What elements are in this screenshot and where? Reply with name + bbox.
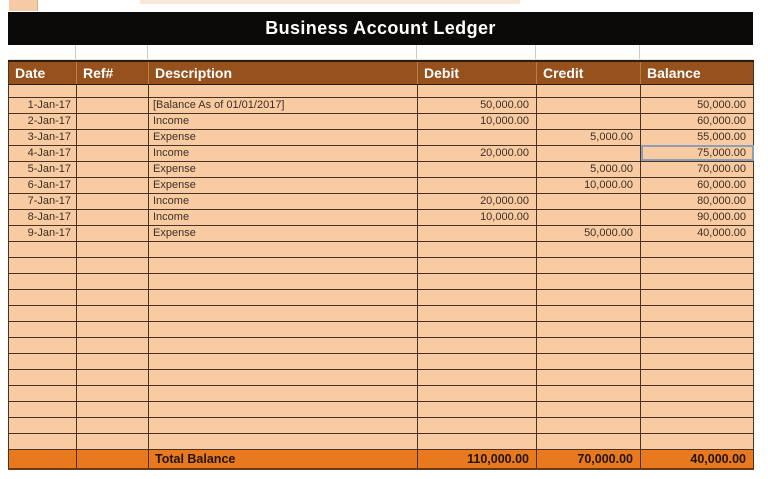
cell-empty[interactable] <box>77 433 149 449</box>
cell-date[interactable]: 3-Jan-17 <box>9 129 77 145</box>
cell-description[interactable]: Income <box>149 209 418 225</box>
empty-rows <box>9 241 754 449</box>
total-label[interactable]: Total Balance <box>149 449 418 469</box>
cell-description[interactable]: Expense <box>149 129 418 145</box>
ledger-table <box>8 60 754 470</box>
cell-empty[interactable] <box>77 289 149 305</box>
cell-ref[interactable] <box>77 209 149 225</box>
column-header-debit[interactable]: Debit <box>418 61 537 84</box>
empty-ledger-row <box>9 321 754 337</box>
cell-empty[interactable] <box>418 433 537 449</box>
cell-description[interactable]: [Balance As of 01/01/2017] <box>149 97 418 113</box>
cell-empty[interactable] <box>537 305 641 321</box>
cell-empty[interactable] <box>418 353 537 369</box>
cell-empty[interactable] <box>9 401 77 417</box>
cell-empty[interactable] <box>77 337 149 353</box>
column-header-ref[interactable]: Ref# <box>77 61 149 84</box>
cell-debit[interactable]: 20,000.00 <box>418 145 537 161</box>
ledger-row <box>9 97 754 113</box>
cell-empty[interactable] <box>641 401 754 417</box>
empty-ledger-row <box>9 417 754 433</box>
cell-empty[interactable] <box>537 417 641 433</box>
cell-ref[interactable] <box>77 177 149 193</box>
cell-date[interactable]: 6-Jan-17 <box>9 177 77 193</box>
ledger-row <box>9 129 754 145</box>
cell-empty[interactable] <box>537 241 641 257</box>
cell-empty[interactable] <box>149 84 418 97</box>
cell-empty[interactable] <box>9 369 77 385</box>
cell-description[interactable]: Income <box>149 113 418 129</box>
cell-credit[interactable] <box>537 193 641 209</box>
empty-ledger-row <box>9 401 754 417</box>
cell-empty[interactable] <box>641 273 754 289</box>
cell-empty[interactable] <box>641 337 754 353</box>
cell-empty[interactable] <box>77 417 149 433</box>
cell-empty[interactable] <box>537 273 641 289</box>
ledger-sheet <box>8 12 753 470</box>
column-header-balance[interactable]: Balance <box>641 61 754 84</box>
cell-date[interactable]: 5-Jan-17 <box>9 161 77 177</box>
ledger-row <box>9 209 754 225</box>
cell-description[interactable]: Expense <box>149 225 418 241</box>
cell-empty[interactable] <box>149 353 418 369</box>
cell-balance[interactable]: 50,000.00 <box>641 97 754 113</box>
cell-balance[interactable]: 60,000.00 <box>641 177 754 193</box>
cell-empty[interactable] <box>641 353 754 369</box>
empty-ledger-row <box>9 257 754 273</box>
cell-debit[interactable]: 10,000.00 <box>418 209 537 225</box>
total-debit[interactable]: 110,000.00 <box>418 449 537 469</box>
empty-ledger-row <box>9 337 754 353</box>
cell-empty[interactable] <box>641 305 754 321</box>
cell-ref[interactable] <box>77 193 149 209</box>
cell-debit[interactable] <box>418 129 537 145</box>
cell-empty[interactable] <box>418 84 537 97</box>
header-row <box>9 61 754 84</box>
cell-credit[interactable] <box>537 209 641 225</box>
cell-empty[interactable] <box>9 321 77 337</box>
cell-balance[interactable]: 80,000.00 <box>641 193 754 209</box>
column-header-credit[interactable]: Credit <box>537 61 641 84</box>
title-bar <box>8 12 753 45</box>
cell-empty[interactable] <box>537 321 641 337</box>
cell-empty[interactable] <box>9 449 77 469</box>
total-row <box>9 449 754 469</box>
ledger-row <box>9 161 754 177</box>
cell-balance[interactable]: 90,000.00 <box>641 209 754 225</box>
cell-ref[interactable] <box>77 129 149 145</box>
cell-empty[interactable] <box>77 385 149 401</box>
cell-empty[interactable] <box>77 273 149 289</box>
cell-debit[interactable]: 20,000.00 <box>418 193 537 209</box>
cell-empty[interactable] <box>418 321 537 337</box>
cell-empty[interactable] <box>9 241 77 257</box>
cell-empty[interactable] <box>149 369 418 385</box>
cell-balance[interactable]: 40,000.00 <box>641 225 754 241</box>
cell-empty[interactable] <box>9 337 77 353</box>
ledger-row <box>9 145 754 161</box>
cell-balance[interactable]: 75,000.00 <box>641 145 754 161</box>
ledger-body <box>9 84 754 241</box>
cell-debit[interactable] <box>418 177 537 193</box>
cell-empty[interactable] <box>418 401 537 417</box>
cell-ref[interactable] <box>77 97 149 113</box>
cell-empty[interactable] <box>641 241 754 257</box>
cell-empty[interactable] <box>149 337 418 353</box>
cell-empty[interactable] <box>149 385 418 401</box>
cell-empty[interactable] <box>418 241 537 257</box>
cell-empty[interactable] <box>641 369 754 385</box>
cell-debit[interactable]: 10,000.00 <box>418 113 537 129</box>
cell-empty[interactable] <box>537 84 641 97</box>
cell-empty[interactable] <box>149 289 418 305</box>
cell-ref[interactable] <box>77 161 149 177</box>
cutoff-row-remnant <box>0 0 768 12</box>
cell-empty[interactable] <box>537 289 641 305</box>
cell-date[interactable]: 1-Jan-17 <box>9 97 77 113</box>
cell-empty[interactable] <box>9 273 77 289</box>
cutoff-cell-sliver <box>9 0 38 11</box>
empty-ledger-row <box>9 385 754 401</box>
empty-ledger-row <box>9 273 754 289</box>
cell-empty[interactable] <box>418 369 537 385</box>
cell-empty[interactable] <box>9 385 77 401</box>
cell-ref[interactable] <box>77 225 149 241</box>
cell-empty[interactable] <box>149 321 418 337</box>
cell-empty[interactable] <box>77 353 149 369</box>
cell-description[interactable]: Expense <box>149 177 418 193</box>
cell-empty[interactable] <box>537 433 641 449</box>
cell-empty[interactable] <box>418 273 537 289</box>
cell-empty[interactable] <box>641 257 754 273</box>
cell-debit[interactable]: 50,000.00 <box>418 97 537 113</box>
cell-description[interactable]: Income <box>149 193 418 209</box>
cell-empty[interactable] <box>149 305 418 321</box>
sheet-title: Business Account Ledger <box>265 18 496 38</box>
empty-ledger-row <box>9 305 754 321</box>
cell-credit[interactable]: 5,000.00 <box>537 161 641 177</box>
total-balance[interactable]: 40,000.00 <box>641 449 754 469</box>
cell-ref[interactable] <box>77 113 149 129</box>
empty-ledger-row <box>9 241 754 257</box>
cell-empty[interactable] <box>149 417 418 433</box>
cell-empty[interactable] <box>149 241 418 257</box>
cell-balance[interactable]: 60,000.00 <box>641 113 754 129</box>
ledger-row <box>9 225 754 241</box>
total-credit[interactable]: 70,000.00 <box>537 449 641 469</box>
cell-date[interactable]: 4-Jan-17 <box>9 145 77 161</box>
cell-empty[interactable] <box>9 417 77 433</box>
cell-empty[interactable] <box>149 273 418 289</box>
cell-empty[interactable] <box>77 449 149 469</box>
cell-empty[interactable] <box>641 417 754 433</box>
cell-date[interactable]: 2-Jan-17 <box>9 113 77 129</box>
cell-empty[interactable] <box>9 84 77 97</box>
cell-empty[interactable] <box>418 417 537 433</box>
cell-empty[interactable] <box>537 337 641 353</box>
cell-date[interactable]: 8-Jan-17 <box>9 209 77 225</box>
cell-empty[interactable] <box>9 257 77 273</box>
empty-ledger-row <box>9 289 754 305</box>
cell-empty[interactable] <box>537 353 641 369</box>
cell-empty[interactable] <box>641 84 754 97</box>
cell-debit[interactable] <box>418 225 537 241</box>
column-header-date[interactable]: Date <box>9 61 77 84</box>
cell-debit[interactable] <box>418 161 537 177</box>
cell-credit[interactable] <box>537 145 641 161</box>
cell-credit[interactable] <box>537 97 641 113</box>
cutoff-cell-sliver <box>140 0 520 4</box>
cell-empty[interactable] <box>149 401 418 417</box>
cell-date[interactable]: 7-Jan-17 <box>9 193 77 209</box>
cell-date[interactable]: 9-Jan-17 <box>9 225 77 241</box>
spacer-row <box>9 84 754 97</box>
cell-balance[interactable]: 70,000.00 <box>641 161 754 177</box>
cell-empty[interactable] <box>641 433 754 449</box>
ledger-row <box>9 113 754 129</box>
spacer-band <box>8 45 753 60</box>
empty-ledger-row <box>9 369 754 385</box>
cell-empty[interactable] <box>77 241 149 257</box>
cell-credit[interactable]: 50,000.00 <box>537 225 641 241</box>
cell-empty[interactable] <box>418 257 537 273</box>
cell-credit[interactable]: 5,000.00 <box>537 129 641 145</box>
cell-empty[interactable] <box>641 289 754 305</box>
cell-empty[interactable] <box>77 321 149 337</box>
cell-empty[interactable] <box>9 305 77 321</box>
cell-description[interactable]: Expense <box>149 161 418 177</box>
cell-empty[interactable] <box>77 257 149 273</box>
cell-empty[interactable] <box>418 305 537 321</box>
cell-credit[interactable] <box>537 113 641 129</box>
ledger-row <box>9 193 754 209</box>
cell-empty[interactable] <box>77 401 149 417</box>
cell-empty[interactable] <box>641 385 754 401</box>
cell-empty[interactable] <box>418 385 537 401</box>
cell-empty[interactable] <box>9 433 77 449</box>
cell-empty[interactable] <box>418 337 537 353</box>
cell-description[interactable]: Income <box>149 145 418 161</box>
cell-credit[interactable]: 10,000.00 <box>537 177 641 193</box>
cell-empty[interactable] <box>77 369 149 385</box>
cell-ref[interactable] <box>77 145 149 161</box>
cell-empty[interactable] <box>537 401 641 417</box>
cell-empty[interactable] <box>418 289 537 305</box>
cell-empty[interactable] <box>9 353 77 369</box>
cell-empty[interactable] <box>537 369 641 385</box>
cell-balance[interactable]: 55,000.00 <box>641 129 754 145</box>
empty-ledger-row <box>9 433 754 449</box>
cell-empty[interactable] <box>641 321 754 337</box>
cell-empty[interactable] <box>77 305 149 321</box>
cell-empty[interactable] <box>537 385 641 401</box>
cell-empty[interactable] <box>149 257 418 273</box>
cell-empty[interactable] <box>537 257 641 273</box>
cell-empty[interactable] <box>77 84 149 97</box>
ledger-row <box>9 177 754 193</box>
cell-empty[interactable] <box>9 289 77 305</box>
column-header-description[interactable]: Description <box>149 61 418 84</box>
cell-empty[interactable] <box>149 433 418 449</box>
empty-ledger-row <box>9 353 754 369</box>
